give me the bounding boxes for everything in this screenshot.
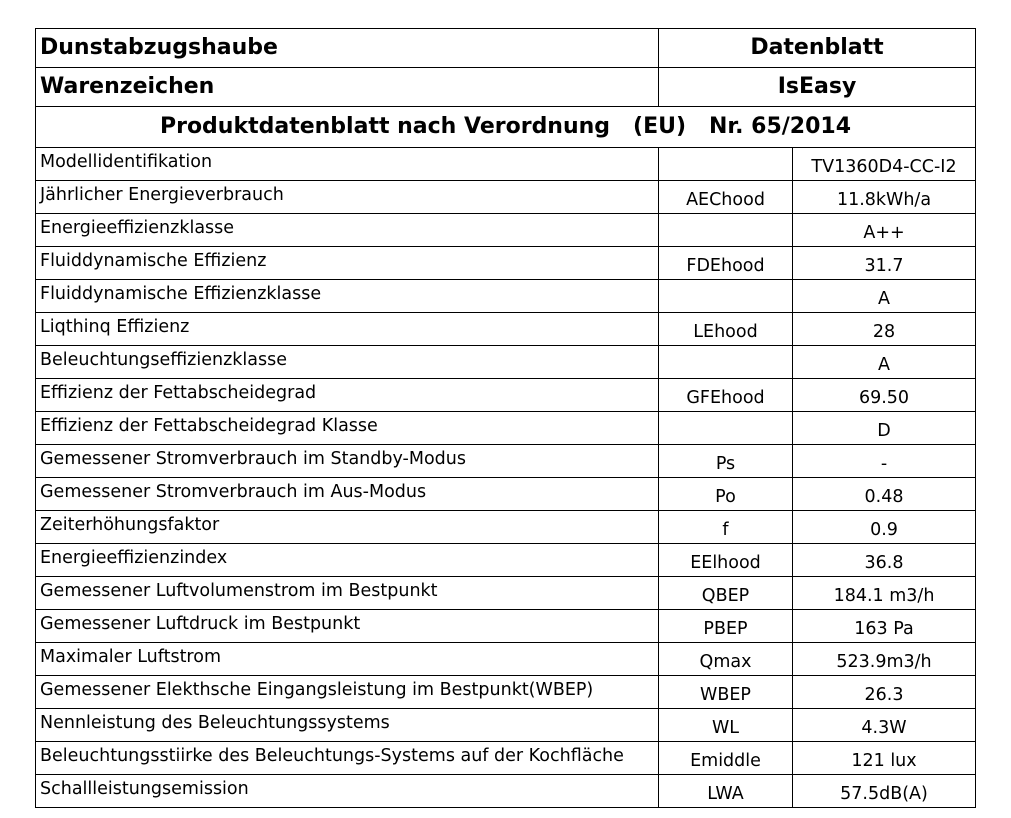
row-label: Effizienz der Fettabscheidegrad Klasse (36, 412, 659, 445)
trademark-label: Warenzeichen (36, 68, 659, 107)
row-symbol: AEChood (659, 181, 793, 214)
row-symbol: LWA (659, 775, 793, 808)
row-value: 69.50 (793, 379, 976, 412)
product-datasheet-table (35, 28, 976, 808)
row-value: TV1360D4-CC-I2 (793, 148, 976, 181)
table-row (36, 181, 976, 214)
row-symbol: WBEP (659, 676, 793, 709)
table-row (36, 214, 976, 247)
table-row (36, 247, 976, 280)
row-symbol (659, 412, 793, 445)
table-row (36, 775, 976, 808)
table-row (36, 346, 976, 379)
datasheet-label: Datenblatt (659, 29, 976, 68)
row-symbol: QBEP (659, 577, 793, 610)
row-label: Effizienz der Fettabscheidegrad (36, 379, 659, 412)
table-row (36, 412, 976, 445)
row-label: Nennleistung des Beleuchtungssystems (36, 709, 659, 742)
row-value: 31.7 (793, 247, 976, 280)
row-label: Beleuchtungsstiirke des Beleuchtungs-Systems auf der Kochfläche (36, 742, 659, 775)
datasheet-title: Produktdatenblatt nach Verordnung (EU) Nr. 65/2014 (36, 107, 976, 148)
row-value: A (793, 346, 976, 379)
row-value: 523.9m3/h (793, 643, 976, 676)
row-symbol (659, 280, 793, 313)
row-symbol: Ps (659, 445, 793, 478)
row-value: 57.5dB(A) (793, 775, 976, 808)
row-label: Jährlicher Energieverbrauch (36, 181, 659, 214)
table-row (36, 577, 976, 610)
row-symbol: FDEhood (659, 247, 793, 280)
row-label: Gemessener Elekthsche Eingangsleistung im Bestpunkt(WBEP) (36, 676, 659, 709)
table-row (36, 709, 976, 742)
row-value: 0.48 (793, 478, 976, 511)
header-row-product (36, 29, 976, 68)
row-value: 36.8 (793, 544, 976, 577)
row-symbol (659, 214, 793, 247)
row-symbol: Qmax (659, 643, 793, 676)
row-label: Gemessener Stromverbrauch im Aus-Modus (36, 478, 659, 511)
row-value: 0.9 (793, 511, 976, 544)
row-label: Modellidentifikation (36, 148, 659, 181)
row-label: Gemessener Stromverbrauch im Standby-Modus (36, 445, 659, 478)
row-symbol: f (659, 511, 793, 544)
row-value: 11.8kWh/a (793, 181, 976, 214)
table-row (36, 280, 976, 313)
row-symbol: PBEP (659, 610, 793, 643)
row-value: 28 (793, 313, 976, 346)
row-symbol: WL (659, 709, 793, 742)
table-row (36, 676, 976, 709)
row-value: D (793, 412, 976, 445)
row-label: Gemessener Luftdruck im Bestpunkt (36, 610, 659, 643)
row-symbol: EElhood (659, 544, 793, 577)
header-row-trademark (36, 68, 976, 107)
row-value: 26.3 (793, 676, 976, 709)
row-value: A (793, 280, 976, 313)
table-row (36, 445, 976, 478)
row-label: Energieeffizienzklasse (36, 214, 659, 247)
row-symbol (659, 346, 793, 379)
table-row (36, 544, 976, 577)
row-value: 4.3W (793, 709, 976, 742)
row-label: Beleuchtungseffizienzklasse (36, 346, 659, 379)
row-label: Gemessener Luftvolumenstrom im Bestpunkt (36, 577, 659, 610)
row-symbol: Emiddle (659, 742, 793, 775)
row-label: Fluiddynamische Effizienzklasse (36, 280, 659, 313)
datasheet-body (36, 29, 976, 808)
product-label: Dunstabzugshaube (36, 29, 659, 68)
row-symbol: LEhood (659, 313, 793, 346)
row-label: Maximaler Luftstrom (36, 643, 659, 676)
table-row (36, 610, 976, 643)
row-value: 163 Pa (793, 610, 976, 643)
table-row (36, 313, 976, 346)
table-row (36, 478, 976, 511)
row-value: 121 lux (793, 742, 976, 775)
table-row (36, 148, 976, 181)
row-value: A++ (793, 214, 976, 247)
row-label: Liqthinq Effizienz (36, 313, 659, 346)
row-symbol (659, 148, 793, 181)
row-symbol: Po (659, 478, 793, 511)
title-row (36, 107, 976, 148)
table-row (36, 511, 976, 544)
row-label: Energieeffizienzindex (36, 544, 659, 577)
row-value: 184.1 m3/h (793, 577, 976, 610)
row-label: Fluiddynamische Effizienz (36, 247, 659, 280)
row-label: Zeiterhöhungsfaktor (36, 511, 659, 544)
trademark-value: IsEasy (659, 68, 976, 107)
table-row (36, 742, 976, 775)
table-row (36, 643, 976, 676)
row-label: Schallleistungsemission (36, 775, 659, 808)
row-symbol: GFEhood (659, 379, 793, 412)
table-row (36, 379, 976, 412)
row-value: - (793, 445, 976, 478)
